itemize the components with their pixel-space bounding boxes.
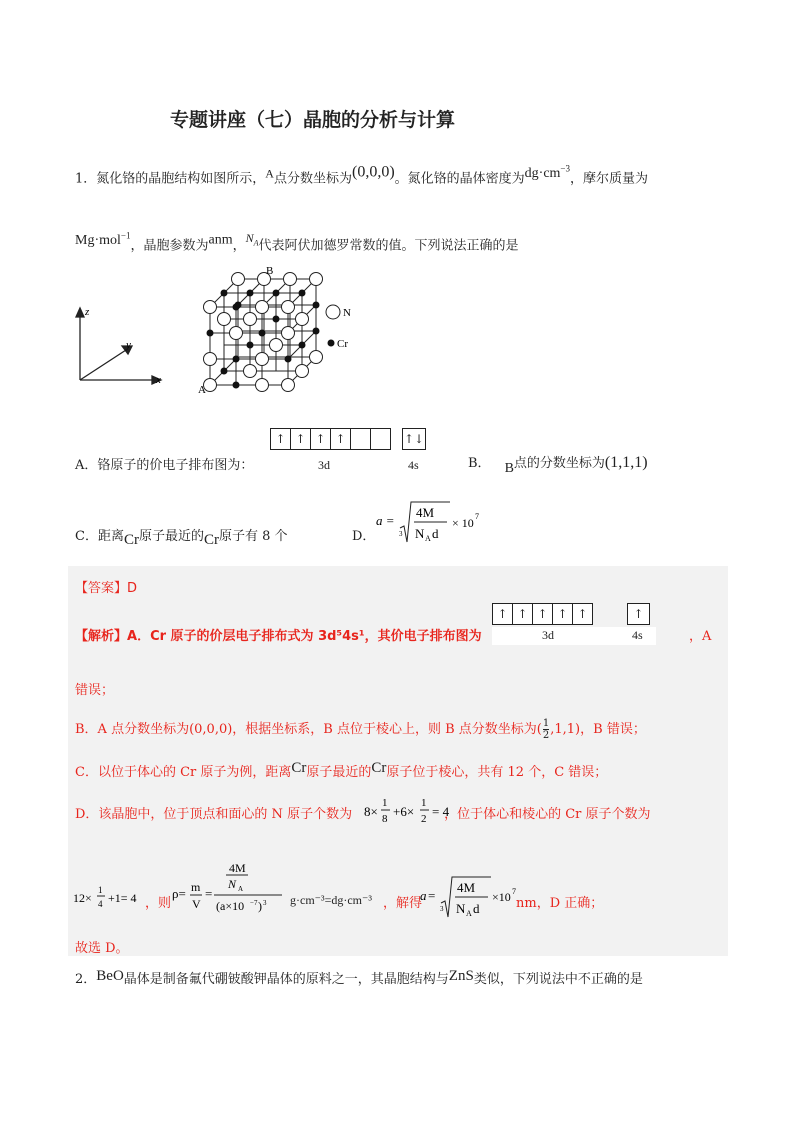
q1-text-f: 代表阿伏加德罗常数的值。下列说法正确的是 [258, 238, 519, 254]
analysis-4s-box: ↑ [627, 603, 649, 625]
svg-text:=: = [428, 888, 436, 903]
svg-text:1: 1 [98, 885, 103, 895]
svg-text:m: m [191, 880, 201, 894]
analysis-then: ，则 [145, 896, 172, 911]
svg-text:1: 1 [421, 797, 427, 809]
svg-text:(a×10: (a×10 [216, 899, 245, 913]
analysis-d-correct: nm，D 正确； [516, 896, 604, 911]
option-d-formula [372, 498, 482, 548]
n-count-formula [362, 790, 458, 834]
svg-text:a =: a = [376, 513, 395, 528]
legend-cr-label: Cr [337, 338, 348, 350]
a-coordinate: (0,0,0) [351, 163, 395, 181]
option-a-3d-label: 3d [318, 458, 330, 472]
svg-text:8: 8 [382, 813, 388, 825]
cr-symbol: Cr [203, 532, 219, 548]
comma: ， [232, 238, 246, 254]
svg-text:ρ=: ρ= [172, 886, 186, 901]
svg-text:2: 2 [421, 813, 427, 825]
svg-text:d: d [473, 901, 480, 916]
analysis-4s-label: 4s [632, 628, 643, 642]
svg-text:7: 7 [512, 887, 516, 896]
q1-line2 [75, 230, 519, 254]
point-a-figure-label: A [198, 384, 206, 396]
option-a [75, 454, 253, 473]
svg-text:= 4: = 4 [432, 804, 450, 819]
svg-text:A: A [425, 534, 431, 543]
q1-text-a: 氮化铬的晶胞结构如图所示， [96, 171, 266, 187]
point-b-figure-label: B [266, 265, 274, 277]
svg-text:N: N [456, 901, 466, 916]
cell-param: anm [208, 232, 233, 248]
avogadro-symbol: $N_A$ [245, 230, 259, 248]
svg-text:3: 3 [399, 530, 403, 538]
density-units: g·cm⁻³=dg·cm⁻³ [290, 893, 372, 907]
answer-label: 【答案】D [75, 581, 138, 596]
zns-formula: ZnS [448, 968, 474, 984]
svg-text:N: N [228, 877, 237, 891]
analysis-a-tail: ，A [689, 629, 712, 644]
legend-n-circle [326, 305, 340, 319]
q1-line1 [75, 163, 648, 187]
svg-text:A: A [466, 909, 472, 918]
option-b: B． B点的分数坐标为(1,1,1) [468, 454, 648, 476]
y-axis-label: y [126, 339, 131, 351]
svg-text:4: 4 [98, 899, 103, 909]
beo-formula: BeO [96, 968, 124, 984]
svg-text:): ) [258, 899, 262, 913]
q2-line: 2．BeO晶体是制备氟代硼铍酸钾晶体的原料之一，其晶胞结构与ZnS类似，下列说法中不正确的是 [75, 968, 643, 987]
option-a-4s-label: 4s [408, 458, 419, 472]
cr-symbol: Cr [123, 532, 139, 548]
svg-text:×10: ×10 [492, 890, 511, 904]
density-unit: $dg\cdot cm^{-3}$ [524, 163, 570, 181]
page-title: 专题讲座（七）晶胞的分析与计算 [170, 109, 456, 131]
legend-n-label: N [343, 307, 351, 319]
option-a-text: A．铬原子的价电子排布图为： [75, 458, 254, 473]
svg-text:+1= 4: +1= 4 [108, 891, 137, 905]
svg-text:4M: 4M [416, 505, 435, 520]
svg-text:d: d [432, 526, 439, 541]
solution-formula [418, 873, 518, 921]
final-answer: 故选 D。 [75, 941, 129, 956]
analysis-line-b: B．A 点分数坐标为(0,0,0)，根据坐标系，B 点位于棱心上，则 B 点分数坐标为( $\frac{1}{2}$ ,1,1)，B 错误； [75, 718, 646, 741]
q2-number: 2． [75, 972, 97, 987]
option-c: C．距离Cr原子最近的Cr原子有 8 个 [75, 529, 288, 548]
svg-text:+6×: +6× [393, 804, 415, 819]
analysis-line-d: D．该晶胞中，位于顶点和面心的 N 原子个数为 ，位于体心和棱心的 Cr 原子个数为 [75, 807, 651, 822]
q1-text-d: ，摩尔质量为 [570, 171, 649, 187]
q1-number: 1． [75, 171, 97, 187]
svg-text:8×: 8× [364, 804, 378, 819]
analysis-3d-label: 3d [542, 628, 554, 642]
analysis-solve: ，解得 [383, 896, 423, 911]
option-a-orbital-diagram: ↑ ↑ ↑ ↑ [270, 428, 390, 450]
legend-cr-dot [328, 340, 335, 347]
option-d-label: D． [352, 529, 376, 544]
q1-text-b: 点分数坐标为 [273, 171, 352, 187]
svg-text:=: = [205, 886, 213, 901]
cr-count-formula [73, 878, 145, 918]
svg-text:−7: −7 [250, 899, 258, 907]
svg-text:12×: 12× [73, 891, 92, 905]
z-axis-label: z [85, 306, 90, 318]
density-formula [170, 860, 290, 920]
analysis-orbital-diagram: ↑ ↑ ↑ ↑ ↑ [492, 603, 592, 625]
svg-text:V: V [192, 897, 201, 911]
option-b-point: B [504, 461, 514, 476]
svg-text:3: 3 [263, 899, 267, 907]
svg-text:× 10: × 10 [452, 516, 474, 530]
svg-text:N: N [415, 526, 425, 541]
molar-mass-unit: Mg·mol$^{-1}$ [75, 230, 131, 248]
svg-text:a: a [420, 888, 427, 903]
svg-text:A: A [238, 885, 244, 893]
axes-diagram [76, 308, 161, 384]
crystal-cell-figure [60, 262, 380, 402]
svg-text:4M: 4M [229, 861, 246, 875]
point-a-label: A [265, 166, 274, 181]
svg-text:7: 7 [475, 512, 479, 521]
svg-text:1: 1 [382, 797, 388, 809]
analysis-line-a: 【解析】A．Cr 原子的价层电子排布式为 3d⁵4s¹，其价电子排布图为 [75, 629, 482, 644]
q1-text-e: ，晶胞参数为 [130, 238, 209, 254]
analysis-a-wrong: 错误； [75, 683, 115, 698]
svg-text:3: 3 [440, 905, 444, 913]
option-a-4s-box: ↑↓ [402, 428, 425, 450]
svg-text:4M: 4M [457, 880, 476, 895]
q1-text-c: 。氮化铬的晶体密度为 [394, 171, 525, 187]
analysis-line-c: C．以位于体心的 Cr 原子为例，距离Cr原子最近的Cr原子位于棱心，共有 12 个，C 错误； [75, 760, 608, 780]
x-axis-label: x [156, 374, 161, 386]
option-b-coord: (1,1,1) [604, 454, 648, 471]
